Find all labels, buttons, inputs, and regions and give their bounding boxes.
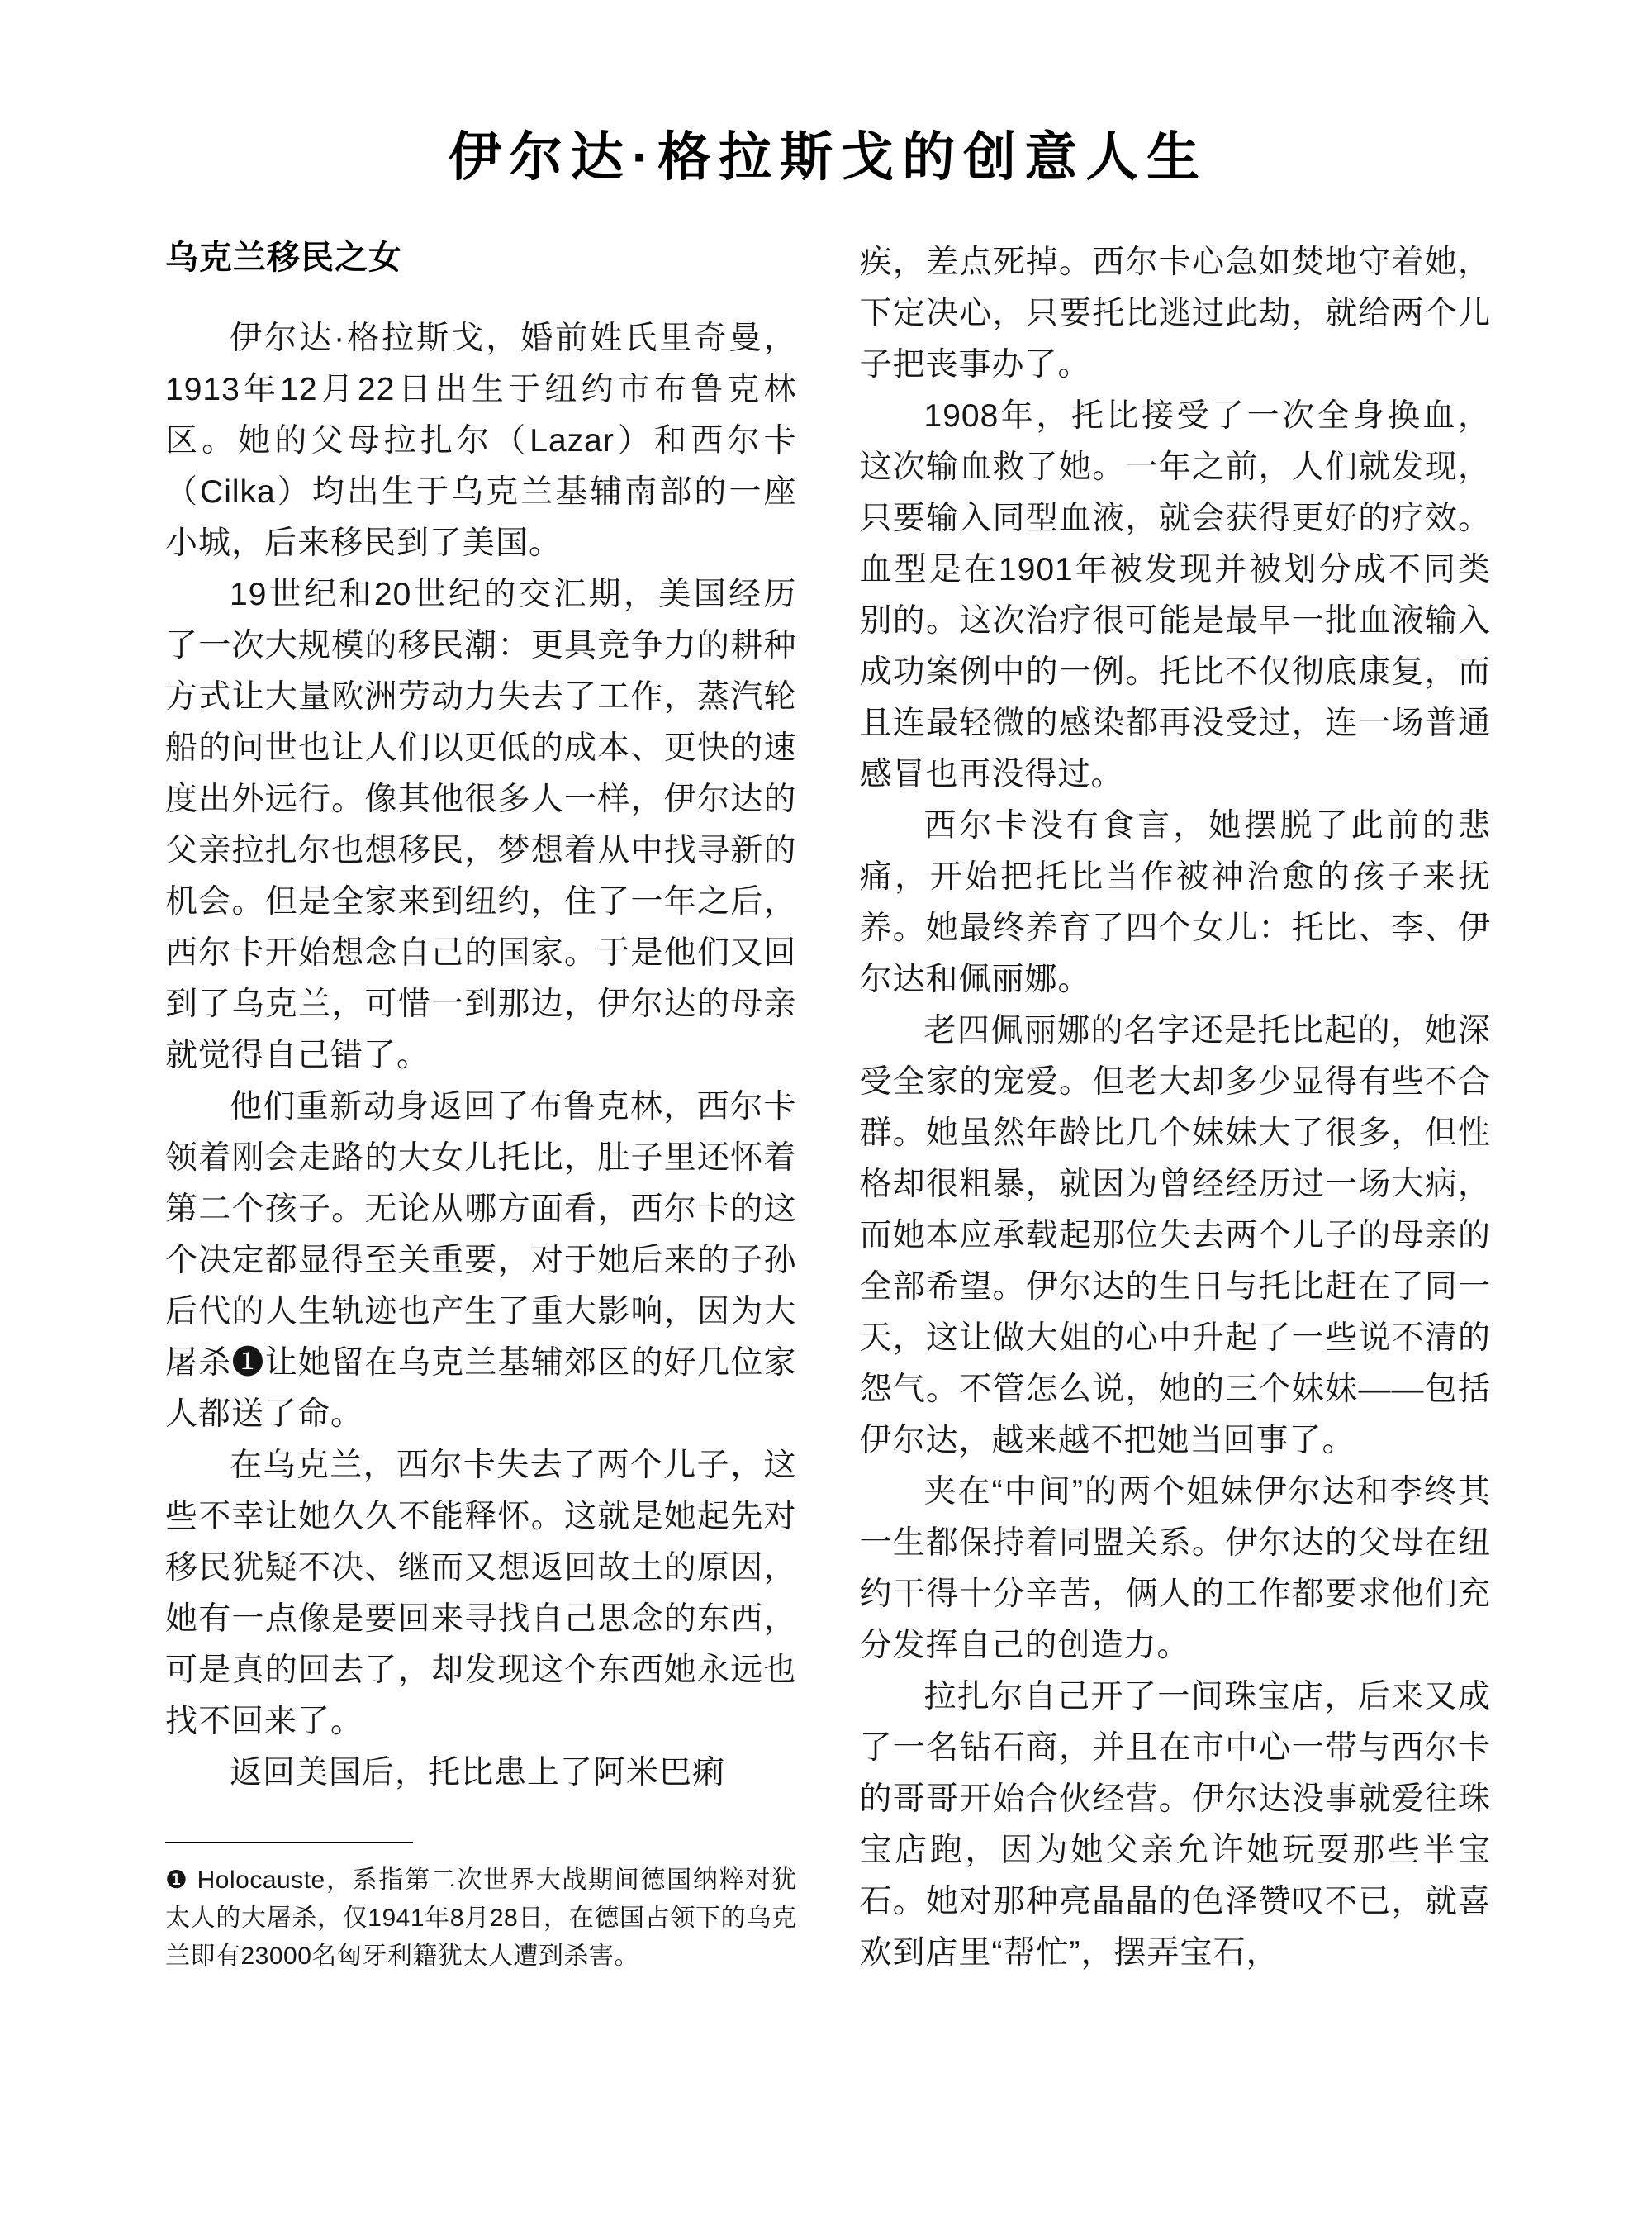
footnote-text: ❶ Holocauste，系指第二次世界大战期间德国纳粹对犹太人的大屠杀，仅1941年8月28日，在德国占领下的乌克兰即有23000名匈牙利籍犹太人遭到杀害。 bbox=[165, 1866, 797, 1971]
paragraph: 西尔卡没有食言，她摆脱了此前的悲痛，开始把托比当作被神治愈的孩子来抚养。她最终养育了四个女儿：托比、李、伊尔达和佩丽娜。 bbox=[859, 808, 1491, 998]
page-title: 伊尔达·格拉斯戈的创意人生 bbox=[448, 127, 1208, 187]
right-column bbox=[860, 237, 1492, 1979]
paragraph: 返回美国后，托比患上了阿米巴痢 bbox=[230, 1755, 726, 1791]
paragraph-continuation: 疾，差点死掉。西尔卡心急如焚地守着她，下定决心，只要托比逃过此劫，就给两个儿子把丧事办了。 bbox=[859, 245, 1491, 383]
paragraph: 19世纪和20世纪的交汇期，美国经历了一次大规模的移民潮：更具竞争力的耕种方式让大量欧洲劳动力失去了工作，蒸汽轮船的问世也让人们以更低的成本、更快的速度出外远行。像其他很多人一样，伊尔达的父亲拉扎尔也想移民，梦想着从中找寻新的机会。但是全家来到纽约，住了一年之后，西尔卡开始想念自己的国家。于是他们又回到了乌克兰，可惜一到那边，伊尔达的母亲就觉得自己错了。 bbox=[165, 577, 797, 1074]
paragraph: 1908年，托比接受了一次全身换血，这次输血救了她。一年之前，人们就发现，只要输入同型血液，就会获得更好的疗效。血型是在1901年被发现并被划分成不同类别的。这次治疗很可能是最早一批血液输入成功案例中的一例。托比不仅彻底康复，而且连最轻微的感染都再没受过，连一场普通感冒也再没得过。 bbox=[859, 398, 1491, 793]
left-column bbox=[165, 237, 797, 1976]
paragraph: 伊尔达·格拉斯戈，婚前姓氏里奇曼，1913年12月22日出生于纽约市布鲁克林区。她的父母拉扎尔（Lazar）和西尔卡（Cilka）均出生于乌克兰基辅南部的一座小城，后来移民到了美国。 bbox=[165, 321, 797, 562]
paragraph: 拉扎尔自己开了一间珠宝店，后来又成了一名钻石商，并且在市中心一带与西尔卡的哥哥开始合伙经营。伊尔达没事就爱往珠宝店跑，因为她父亲允许她玩耍那些半宝石。她对那种亮晶晶的色泽赞叹不已，就喜欢到店里“帮忙”，摆弄宝石， bbox=[859, 1679, 1491, 1971]
paragraph: 夹在“中间”的两个姐妹伊尔达和李终其一生都保持着同盟关系。伊尔达的父母在纽约干得十分辛苦，俩人的工作都要求他们充分发挥自己的创造力。 bbox=[859, 1474, 1491, 1664]
section-heading: 乌克兰移民之女 bbox=[165, 240, 402, 277]
paragraph: 在乌克兰，西尔卡失去了两个儿子，这些不幸让她久久不能释怀。这就是她起先对移民犹疑不决、继而又想返回故土的原因，她有一点像是要回来寻找自己思念的东西，可是真的回去了，却发现这个东西她永远也找不回来了。 bbox=[165, 1448, 797, 1740]
footnote-block bbox=[165, 1842, 797, 1976]
paragraph: 他们重新动身返回了布鲁克林，西尔卡领着刚会走路的大女儿托比，肚子里还怀着第二个孩子。无论从哪方面看，西尔卡的这个决定都显得至关重要，对于她后来的子孙后代的人生轨迹也产生了重大影响，因为大屠杀❶让她留在乌克兰基辅郊区的好几位家人都送了命。 bbox=[165, 1089, 797, 1433]
paragraph: 老四佩丽娜的名字还是托比起的，她深受全家的宠爱。但老大却多少显得有些不合群。她虽然年龄比几个妹妹大了很多，但性格却很粗暴，就因为曾经经历过一场大病，而她本应承载起那位失去两个儿子的母亲的全部希望。伊尔达的生日与托比赶在了同一天，这让做大姐的心中升起了一些说不清的怨气。不管怎么说，她的三个妹妹——包括伊尔达，越来越不把她当回事了。 bbox=[859, 1013, 1491, 1459]
two-column-layout bbox=[165, 237, 1491, 1979]
footnote-divider bbox=[165, 1842, 413, 1843]
